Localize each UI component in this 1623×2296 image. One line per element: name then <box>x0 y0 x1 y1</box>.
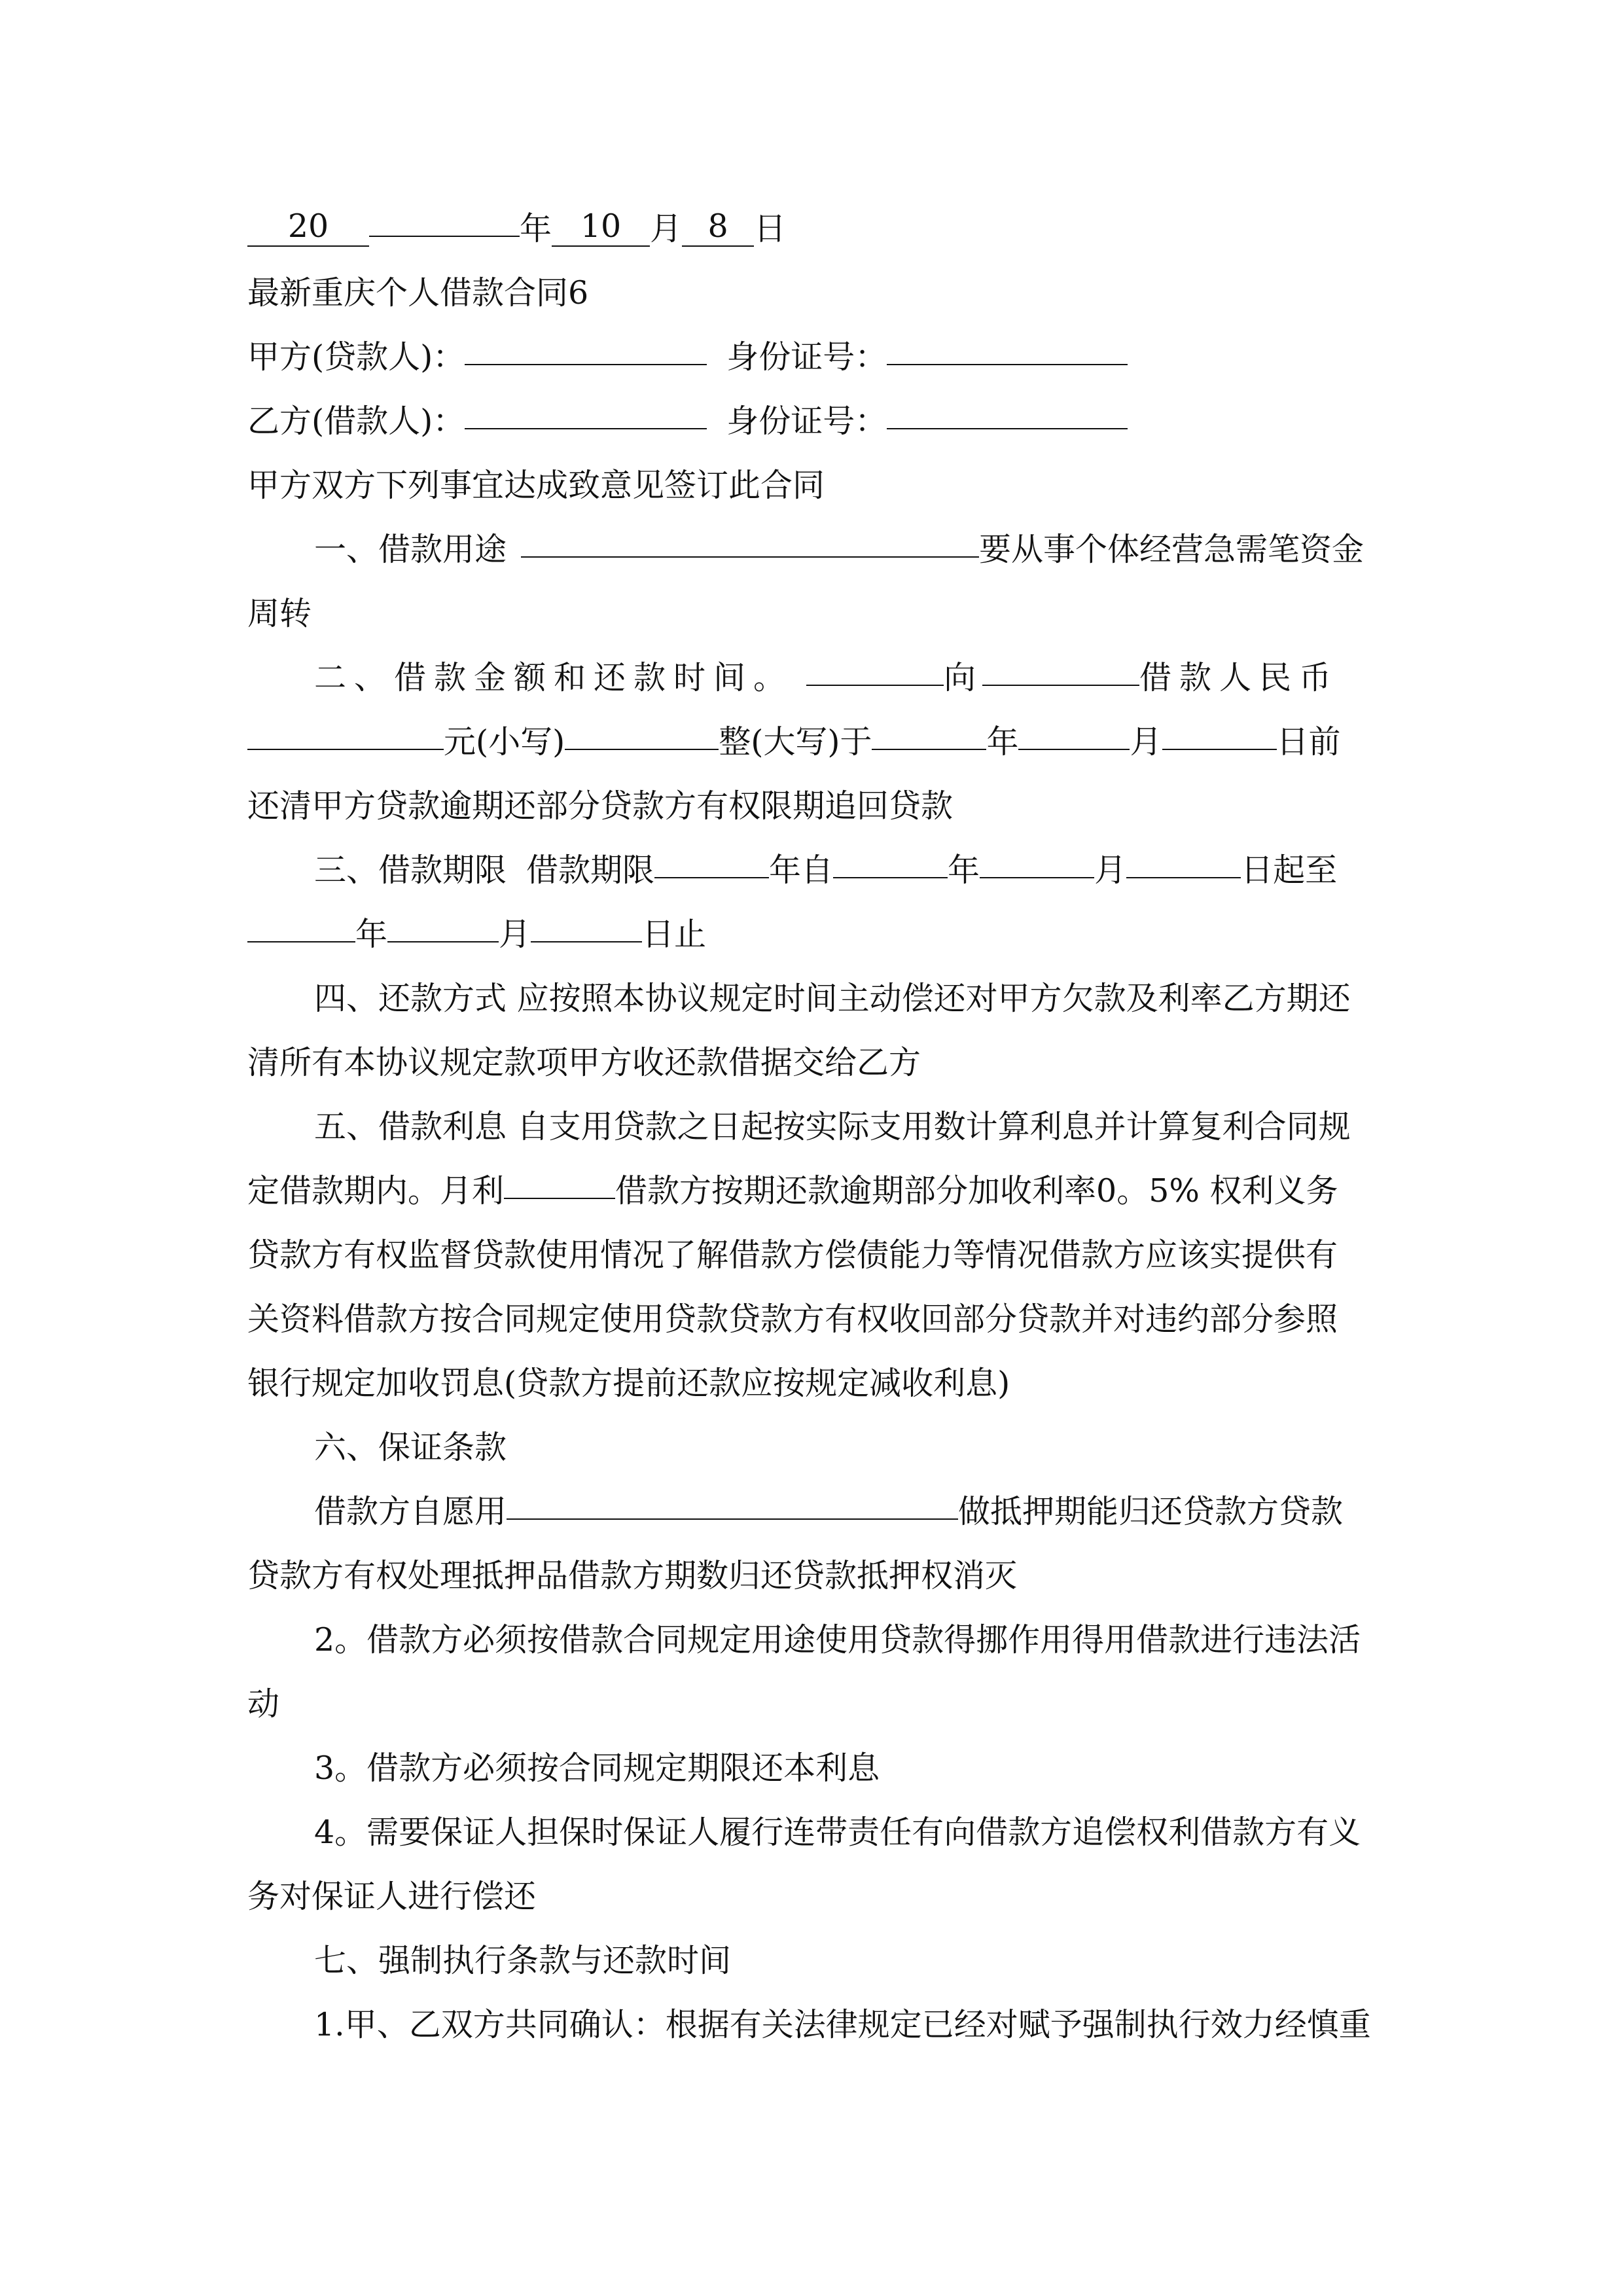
party-b-name-field[interactable] <box>465 390 707 429</box>
month-char: 月 <box>650 210 683 247</box>
section-4-line-1: 四、还款方式 应按照本协议规定时间主动偿还对甲方欠款及利率乙方期还 <box>314 980 1351 1017</box>
section-2-line <box>314 645 1459 711</box>
start-month-char: 月 <box>1094 852 1127 889</box>
loan-purpose-field[interactable] <box>521 518 979 558</box>
collateral-text: 做抵押期能归还贷款方贷款 <box>958 1493 1344 1530</box>
lender-field[interactable] <box>806 647 944 686</box>
monthly-interest-label: 定借款期内。月利 <box>247 1172 505 1210</box>
term-year-from: 年自 <box>769 852 834 889</box>
end-day-field[interactable] <box>531 903 642 942</box>
party-a-id-field[interactable] <box>887 326 1128 365</box>
start-day-char: 日起至 <box>1241 852 1338 889</box>
day-char: 日 <box>754 210 787 247</box>
party-b-line <box>247 389 1393 454</box>
repay-year-field[interactable] <box>872 711 986 750</box>
collateral-label: 借款方自愿用 <box>314 1493 507 1530</box>
party-b-id-label: 身份证号： <box>726 403 887 440</box>
amount-big-field[interactable] <box>565 711 719 750</box>
section-6-item-2: 2。借款方必须按借款合同规定用途使用贷款得挪作用得用借款进行违法活 <box>314 1621 1361 1659</box>
year-suffix-field[interactable] <box>369 198 520 237</box>
section-5-line-1: 五、借款利息 自支用贷款之日起按实际支用数计算利息并计算复利合同规 <box>314 1108 1351 1145</box>
section-6-item-3: 3。借款方必须按合同规定期限还本利息 <box>314 1749 880 1787</box>
end-day-char: 日止 <box>642 916 707 953</box>
section-2-rmb: 借款人民币 <box>1139 659 1340 696</box>
party-b-label: 乙方(借款人)： <box>247 403 465 440</box>
section-7-item-1: 1.甲、乙双方共同确认：根据有关法律规定已经对赋予强制执行效力经慎重 <box>314 2006 1371 2043</box>
collateral-field[interactable] <box>507 1480 958 1520</box>
section-6-item-2-cont: 动 <box>247 1685 280 1723</box>
section-6-item-4-cont: 务对保证人进行偿还 <box>247 1878 537 1915</box>
zheng-big-label: 整(大写)于 <box>719 723 872 761</box>
repay-day-char: 日前 <box>1276 723 1341 761</box>
section-5-line-4: 关资料借款方按合同规定使用贷款贷款方有权收回部分贷款并对违约部分参照 <box>247 1300 1338 1338</box>
section-3-end-line <box>247 902 1393 967</box>
amount-small-field[interactable] <box>247 711 444 750</box>
section-6-heading: 六、保证条款 <box>314 1429 507 1466</box>
section-1-text: 要从事个体经营急需笔资金 <box>979 531 1364 568</box>
date-line <box>247 196 1393 262</box>
repay-month-field[interactable] <box>1018 711 1130 750</box>
month-field[interactable] <box>552 207 650 247</box>
year-char: 年 <box>520 210 552 247</box>
section-5-line-5: 银行规定加收罚息(贷款方提前还款应按规定减收利息) <box>247 1365 1010 1402</box>
section-5-line-2 <box>247 1158 1393 1224</box>
month-value: 10 <box>580 207 622 245</box>
end-month-char: 月 <box>499 916 531 953</box>
party-a-name-field[interactable] <box>465 326 707 365</box>
end-year-field[interactable] <box>247 903 355 942</box>
section-6-item-4: 4。需要保证人担保时保证人履行连带责任有向借款方追偿权利借款方有义 <box>314 1814 1361 1851</box>
section-4-line-2: 清所有本协议规定款项甲方收还款借据交给乙方 <box>247 1044 921 1081</box>
start-day-field[interactable] <box>1126 839 1241 878</box>
start-year-field[interactable] <box>833 839 948 878</box>
section-1-line <box>314 517 1459 583</box>
day-value: 8 <box>707 207 728 245</box>
repay-month-char: 月 <box>1130 723 1162 761</box>
monthly-interest-field[interactable] <box>504 1160 615 1199</box>
end-month-field[interactable] <box>387 903 499 942</box>
section-2-amount-line <box>247 709 1393 775</box>
section-1-heading: 一、借款用途 <box>314 531 507 568</box>
section-6-line-2: 贷款方有权处理抵押品借款方期数归还贷款抵押权消灭 <box>247 1557 1018 1594</box>
year-prefix: 20 <box>287 207 329 245</box>
intro-text: 甲方双方下列事宜达成致意见签订此合同 <box>247 467 825 504</box>
section-1-cont: 周转 <box>247 595 312 632</box>
party-b-id-field[interactable] <box>887 390 1128 429</box>
yuan-small-label: 元(小写) <box>444 723 565 761</box>
section-3-line <box>314 838 1459 903</box>
section-6-collateral-line <box>314 1479 1459 1545</box>
repay-year-char: 年 <box>986 723 1019 761</box>
section-5-line-3: 贷款方有权监督贷款使用情况了解借款方偿债能力等情况借款方应该实提供有 <box>247 1236 1338 1274</box>
day-field[interactable] <box>682 207 754 247</box>
borrower-field[interactable] <box>982 647 1139 686</box>
term-years-field[interactable] <box>654 839 769 878</box>
party-a-label: 甲方(贷款人)： <box>247 338 465 376</box>
section-3-period-label: 借款期限 <box>526 852 655 889</box>
start-year-char: 年 <box>948 852 980 889</box>
end-year-char: 年 <box>355 916 388 953</box>
section-5-line-2-text: 借款方按期还款逾期部分加收利率0。5% 权利义务 <box>615 1172 1338 1210</box>
document-title: 最新重庆个人借款合同6 <box>247 274 589 312</box>
start-month-field[interactable] <box>980 839 1094 878</box>
section-2-to: 向 <box>944 659 976 696</box>
section-7-heading: 七、强制执行条款与还款时间 <box>314 1942 732 1979</box>
section-2-heading: 二、借款金额和还款时间。 <box>314 659 794 696</box>
party-a-line <box>247 325 1393 390</box>
section-2-cont: 还清甲方贷款逾期还部分贷款方有权限期追回贷款 <box>247 787 954 825</box>
repay-day-field[interactable] <box>1162 711 1277 750</box>
year-prefix-field[interactable] <box>247 207 369 247</box>
section-3-heading: 三、借款期限 <box>314 852 507 889</box>
party-a-id-label: 身份证号： <box>726 338 887 376</box>
